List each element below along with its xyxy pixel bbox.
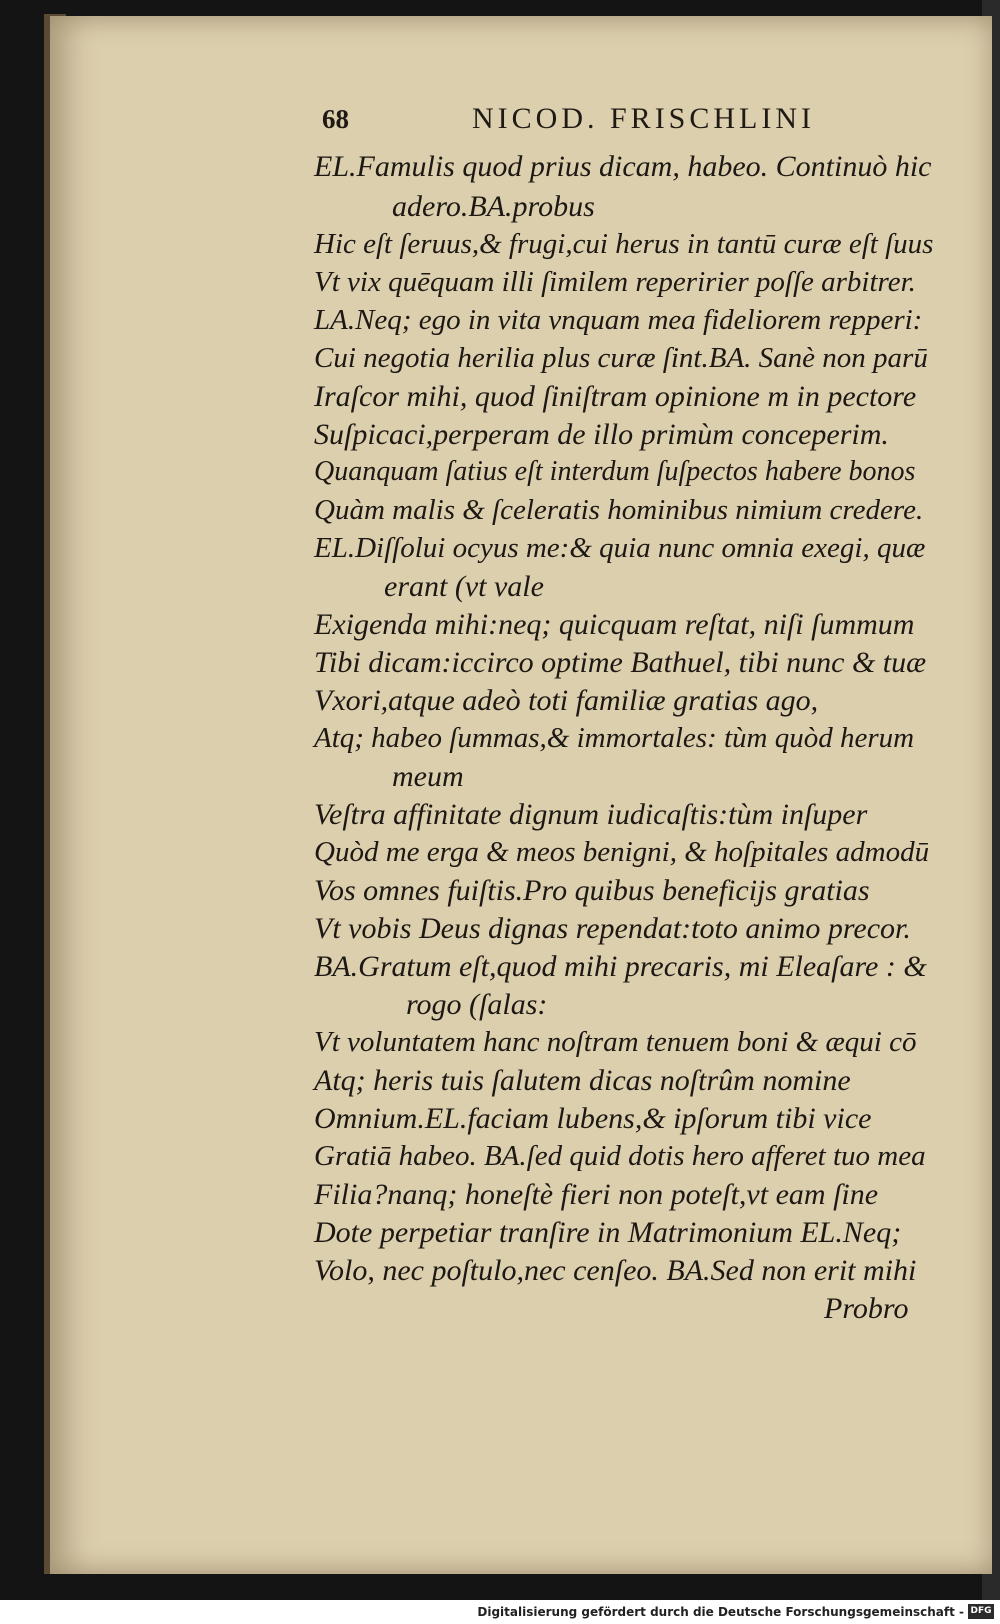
catchword: Probro <box>824 1292 909 1325</box>
text-line: Veſtra affinitate dignum iudicaſtis:tùm inſuper <box>314 798 868 831</box>
text-line: Quòd me erga & meos benigni, & hoſpitales admodū <box>314 836 930 868</box>
text-line: Volo, nec poſtulo,nec cenſeo. BA.Sed non erit mihi <box>314 1254 917 1287</box>
text-line: rogo (ſalas: <box>406 988 548 1021</box>
text-line: Vt vobis Deus dignas rependat:toto animo precor. <box>314 912 911 945</box>
text-line: meum <box>392 760 464 793</box>
text-line: Vt voluntatem hanc noſtram tenuem boni & æqui cō <box>314 1026 917 1058</box>
text-line: Vos omnes fuiſtis.Pro quibus beneficijs gratias <box>314 874 870 907</box>
text-line: EL.Famulis quod prius dicam, habeo. Continuò hic <box>314 150 932 183</box>
text-line: LA.Neq; ego in vita vnquam mea fideliorem repperi: <box>314 304 923 336</box>
text-line: Iraſcor mihi, quod ſiniſtram opinione m in pectore <box>314 380 917 413</box>
text-line: Atq; heris tuis ſalutem dicas noſtrûm nomine <box>314 1064 851 1097</box>
running-head: NICOD. FRISCHLINI <box>472 102 816 135</box>
page-number: 68 <box>322 104 349 134</box>
text-line: BA.Gratum eſt,quod mihi precaris, mi Eleaſare : & <box>314 950 927 983</box>
dfg-logo-icon: DFG <box>968 1604 994 1619</box>
text-line: Omnium.EL.faciam lubens,& ipſorum tibi vice <box>314 1102 872 1135</box>
text-line: Gratiā habeo. BA.ſed quid dotis hero afferet tuo mea <box>314 1140 926 1172</box>
text-line: Filia?nanq; honeſtè fieri non poteſt,vt eam ſine <box>314 1178 879 1211</box>
text-line: Cui negotia herilia plus curæ ſint.BA. Sanè non parū <box>314 342 928 374</box>
page-header <box>322 104 862 148</box>
text-line: Hic eſt ſeruus,& frugi,cui herus in tantū curæ eſt ſuus <box>314 228 934 260</box>
text-line: Dote perpetiar tranſire in Matrimonium EL.Neq; <box>314 1216 902 1249</box>
text-line: Quàm malis & ſceleratis hominibus nimium credere. <box>314 494 924 526</box>
text-line: Suſpicaci,perperam de illo primùm conceperim. <box>314 418 889 451</box>
text-line: Quanquam ſatius eſt interdum ſuſpectos habere bonos <box>314 456 916 487</box>
text-line: Atq; habeo ſummas,& immortales: tùm quòd herum <box>314 722 915 754</box>
text-line: EL.Diſſolui ocyus me:& quia nunc omnia exegi, quæ <box>314 532 926 564</box>
text-line: Tibi dicam:iccirco optime Bathuel, tibi nunc & tuæ <box>314 646 927 679</box>
text-line: Vt vix quēquam illi ſimilem reperirier poſſe arbitrer. <box>314 266 916 298</box>
funding-credit: Digitalisierung gefördert durch die Deutsche Forschungsgemeinschaft - <box>477 1605 964 1619</box>
text-line: erant (vt vale <box>384 570 544 603</box>
text-line: Exigenda mihi:neq; quicquam reſtat, niſi ſummum <box>314 608 915 641</box>
text-line: adero.BA.probus <box>392 190 595 223</box>
text-line: Vxori,atque adeò toti familiæ gratias ago, <box>314 684 819 717</box>
footer-bar <box>0 1600 1000 1624</box>
